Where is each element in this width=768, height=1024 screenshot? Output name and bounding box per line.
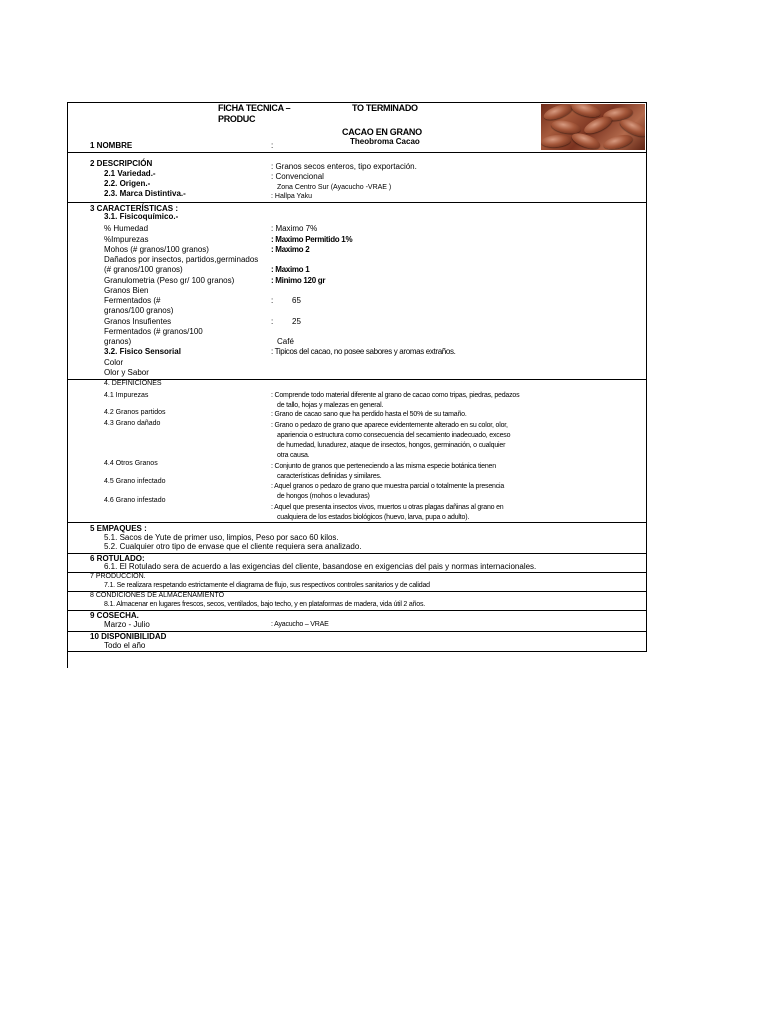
descripcion-value: : Granos secos enteros, tipo exportación. (271, 162, 417, 171)
variedad-value: : Convencional (271, 172, 324, 181)
def-infestado-text-1: : Aquel que presenta insectos vivos, muertos u otras plagas dañinas al grano en (271, 504, 504, 511)
def-infestado-text-2: cualquiera de los estados biológicos (huevo, larva, pupa o adulto). (277, 514, 470, 521)
def-danado-text-2: apariencia o estructura como consecuencia del secamiento inadecuado, exceso (277, 432, 511, 439)
def-danado-text-1: : Grano o pedazo de grano que aparece evidentemente alterado en su color, olor, (271, 422, 508, 429)
color-value: Café (277, 337, 294, 346)
bean-shape (570, 104, 602, 120)
bien-colon: : (271, 296, 274, 305)
bien-value: 65 (292, 296, 301, 305)
def-partidos-text: : Grano de cacao sano que ha perdido hasta el 50% de su tamaño. (271, 411, 467, 418)
section1-label: 1 NOMBRE (90, 141, 133, 150)
def-danado-text-3: de humedad, lunadurez, ataque de insectos, hongos, germinación, o cualquier (277, 442, 506, 449)
impurezas-value: : Maximo Permitido 1% (271, 235, 353, 244)
bean-shape (541, 134, 571, 149)
insuf-label-line3: granos) (104, 337, 132, 346)
def-infectado-text-2: de hongos (mohos o levaduras) (277, 493, 370, 500)
section3-label: 3 CARACTERÍSTICAS : (90, 204, 179, 213)
section2-label: 2 DESCRIPCIÓN (90, 159, 153, 168)
produccion-line1: 7.1. Se realizara respetando estrictamente el diagrama de flujo, sus respectivos controles sanitarios y de calidad (104, 582, 430, 589)
cosecha-period: Marzo - Julio (104, 620, 150, 629)
danados-value: : Maximo 1 (271, 265, 310, 274)
bien-label-line3: granos/100 granos) (104, 306, 174, 315)
bean-shape (582, 113, 614, 137)
origen-value: Zona Centro Sur (Ayacucho -VRAE ) (277, 184, 392, 191)
section8-label: 8 CONDICIONES DE ALMACENAMIENTO (90, 592, 225, 599)
origen-label: 2.2. Origen.- (104, 179, 151, 188)
section10-label: 10 DISPONIBILIDAD (90, 632, 167, 641)
separator-line (67, 572, 647, 573)
title-line2: PRODUC (218, 114, 256, 124)
def-danado-label: 4.3 Grano dañado (104, 420, 161, 427)
title-line1: FICHA TECNICA – (218, 103, 291, 113)
def-infectado-label: 4.5 Grano infectado (104, 478, 166, 485)
insuf-value: 25 (292, 317, 301, 326)
mohos-label: Mohos (# granos/100 granos) (104, 245, 209, 254)
disponibilidad-value: Todo el año (104, 641, 146, 650)
olor-label: Olor y Sabor (104, 368, 149, 377)
separator-line (67, 553, 647, 554)
def-otros-label: 4.4 Otros Granos (104, 460, 158, 467)
def-danado-text-4: otra causa. (277, 452, 310, 459)
separator-line (67, 152, 647, 153)
olor-value: : Tipicos del cacao, no posee sabores y aromas extraños. (271, 347, 456, 356)
def-otros-text-1: : Conjunto de granos que perteneciendo a las misma especie botánica tienen (271, 463, 496, 470)
danados-label-line1: Dañados por insectos, partidos,germinados (104, 255, 259, 264)
separator-line (67, 610, 647, 611)
def-otros-text-2: características definidas y similares. (277, 473, 382, 480)
impurezas-label: %Impurezas (104, 235, 149, 244)
cacao-beans-image (541, 104, 645, 150)
separator-line (67, 202, 647, 203)
empaques-line2: 5.2. Cualquier otro tipo de envase que el cliente requiera sera analizado. (104, 542, 362, 551)
fisicoquimico-label: 3.1. Fisicoquímico.- (104, 212, 179, 221)
sensorial-label: 3.2. Fisico Sensorial (104, 347, 181, 356)
insuf-label-line1: Granos Insufientes (104, 317, 172, 326)
sheet-left-tail-line (67, 650, 68, 668)
section4-label: 4. DEFINICIONES (104, 380, 162, 387)
granulometria-label: Granulometria (Peso gr/ 100 granos) (104, 276, 235, 285)
def-infestado-label: 4.6 Grano infestado (104, 497, 166, 504)
def-impurezas-label: 4.1 Impurezas (104, 392, 149, 399)
section1-colon: : (271, 141, 274, 150)
scientific-name: Theobroma Cacao (350, 137, 420, 146)
section9-label: 9 COSECHA. (90, 611, 139, 620)
section6-label: 6 ROTULADO: (90, 554, 145, 563)
def-infectado-text-1: : Aquel granos o pedazo de grano que muestra parcial o totalmente la presencia (271, 483, 505, 490)
bien-label-line2: Fermentados (# (104, 296, 161, 305)
mohos-value: : Maximo 2 (271, 245, 310, 254)
color-label: Color (104, 358, 124, 367)
humedad-value: : Maximo 7% (271, 224, 318, 233)
humedad-label: % Humedad (104, 224, 149, 233)
bean-shape (602, 132, 634, 150)
marca-value: : Hallpa Yaku (271, 193, 312, 200)
title-right: TO TERMINADO (352, 103, 418, 113)
def-partidos-label: 4.2 Granos partidos (104, 409, 166, 416)
danados-label-line2: (# granos/100 granos) (104, 265, 183, 274)
granulometria-value: : Minimo 120 gr (271, 276, 326, 285)
almacenamiento-line1: 8.1. Almacenar en lugares frescos, secos, ventilados, bajo techo, y en plataformas de madera, vida útil 2 años. (104, 601, 425, 608)
insuf-label-line2: Fermentados (# granos/100 (104, 327, 203, 336)
cosecha-location: : Ayacucho – VRAE (271, 621, 329, 628)
def-impurezas-text-2: de tallo, hojas y malezas en general. (277, 402, 384, 409)
marca-label: 2.3. Marca Distintiva.- (104, 189, 186, 198)
empaques-line1: 5.1. Sacos de Yute de primer uso, limpios, Peso por saco 60 kilos. (104, 533, 339, 542)
insuf-colon: : (271, 317, 274, 326)
variedad-label: 2.1 Variedad.- (104, 169, 156, 178)
product-name: CACAO EN GRANO (342, 127, 422, 137)
section7-label: 7 PRODUCCION. (90, 573, 146, 580)
section5-label: 5 EMPAQUES : (90, 524, 147, 533)
bien-label-line1: Granos Bien (104, 286, 149, 295)
rotulado-line1: 6.1. El Rotulado sera de acuerdo a las exigencias del cliente, basandose en exigencias del pais y normas internacionales. (104, 562, 537, 571)
def-impurezas-text-1: : Comprende todo material diferente al grano de cacao como tripas, piedras, pedazos (271, 392, 520, 399)
